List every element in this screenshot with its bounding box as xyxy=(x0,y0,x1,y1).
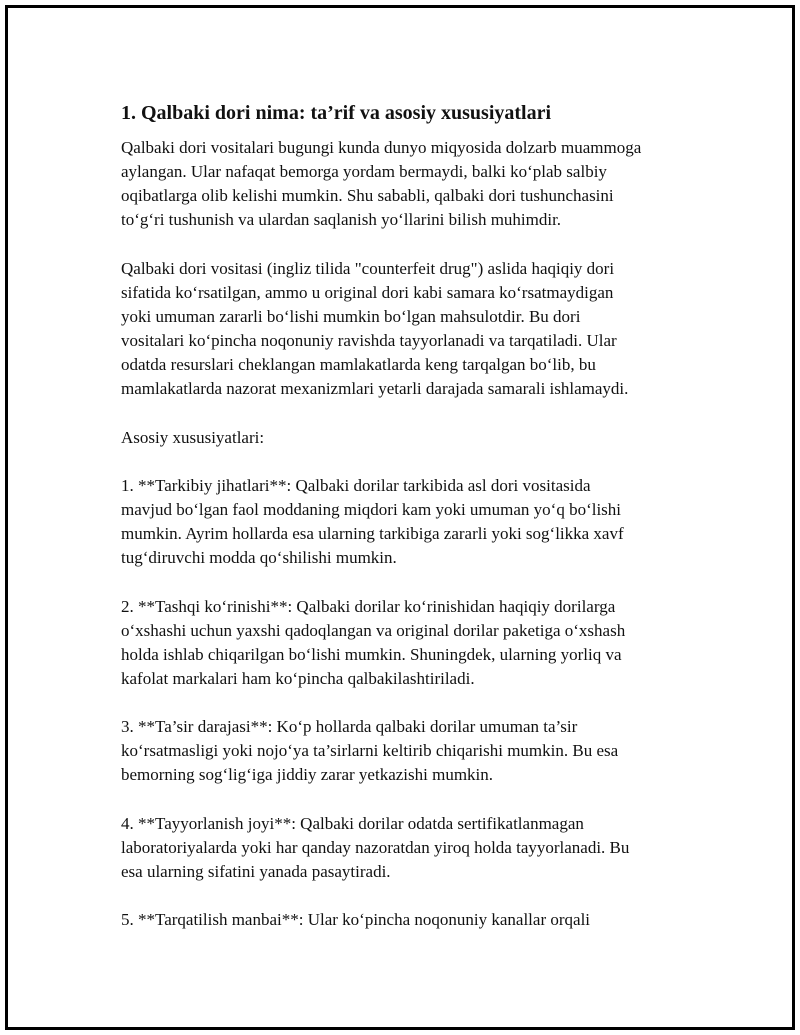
text-line: tug‘diruvchi modda qo‘shilishi mumkin. xyxy=(121,548,397,568)
text-line: mamlakatlarda nazorat mexanizmlari yetarli darajada samarali ishlamaydi. xyxy=(121,379,629,399)
feature-item-composition xyxy=(121,474,696,570)
text-line: 5. **Tarqatilish manbai**: Ular ko‘pincha noqonuniy kanallar orqali xyxy=(121,910,591,930)
intro-paragraph xyxy=(121,136,696,232)
feature-item-effect xyxy=(121,715,696,787)
text-line: vositalari ko‘pincha noqonuniy ravishda tayyorlanadi va tarqatiladi. Ular xyxy=(121,330,617,350)
text-line: holda ishlab chiqarilgan bo‘lishi mumkin. Shuningdek, ularning yorliq va xyxy=(121,644,622,664)
document-body xyxy=(121,100,696,957)
text-line: bemorning sog‘lig‘iga jiddiy zarar yetkazishi mumkin. xyxy=(121,765,494,785)
definition-paragraph xyxy=(121,257,696,402)
text-line: yoki umuman zararli bo‘lishi mumkin bo‘lgan mahsulotdir. Bu dori xyxy=(121,306,581,326)
feature-item-production-place xyxy=(121,812,696,884)
features-intro xyxy=(121,426,696,450)
text-line: sifatida ko‘rsatilgan, ammo u original dori kabi samara ko‘rsatmaydigan xyxy=(121,282,614,302)
section-heading: 1. Qalbaki dori nima: ta’rif va asosiy xususiyatlari xyxy=(121,102,552,124)
text-line: oqibatlarga olib kelishi mumkin. Shu sababli, qalbaki dori tushunchasini xyxy=(121,186,614,206)
text-line: 4. **Tayyorlanish joyi**: Qalbaki dorilar odatda sertifikatlanmagan xyxy=(121,813,584,833)
text-line: odatda resurslari cheklangan mamlakatlarda keng tarqalgan bo‘lib, bu xyxy=(121,355,596,375)
text-line: mumkin. Ayrim hollarda esa ularning tarkibiga zararli yoki sog‘likka xavf xyxy=(121,524,624,544)
text-line: laboratoriyalarda yoki har qanday nazoratdan yiroq holda tayyorlanadi. Bu xyxy=(121,837,630,857)
feature-item-distribution xyxy=(121,908,696,932)
text-line: ko‘rsatmasligi yoki nojo‘ya ta’sirlarni keltirib chiqarishi mumkin. Bu esa xyxy=(121,741,619,761)
text-line: Qalbaki dori vositalari bugungi kunda dunyo miqyosida dolzarb muammoga xyxy=(121,138,642,157)
text-line: 1. **Tarkibiy jihatlari**: Qalbaki dorilar tarkibida asl dori vositasida xyxy=(121,475,591,495)
text-line: o‘xshashi uchun yaxshi qadoqlangan va original dorilar paketiga o‘xshash xyxy=(121,620,626,640)
text-line: Asosiy xususiyatlari: xyxy=(121,427,265,447)
text-line: mavjud bo‘lgan faol moddaning miqdori kam yoki umuman yo‘q bo‘lishi xyxy=(121,500,622,520)
text-line: to‘g‘ri tushunish va ulardan saqlanish yo‘llarini bilish muhimdir. xyxy=(121,210,562,230)
text-line: Qalbaki dori vositasi (ingliz tilida "counterfeit drug") aslida haqiqiy dori xyxy=(121,258,615,278)
text-line: aylangan. Ular nafaqat bemorga yordam bermaydi, balki ko‘plab salbiy xyxy=(121,162,607,182)
text-line: esa ularning sifatini yanada pasaytiradi. xyxy=(121,862,391,882)
text-line: 3. **Ta’sir darajasi**: Ko‘p hollarda qalbaki dorilar umuman ta’sir xyxy=(121,717,578,737)
text-line: 2. **Tashqi ko‘rinishi**: Qalbaki dorilar ko‘rinishidan haqiqiy dorilarga xyxy=(121,596,616,616)
page-frame xyxy=(5,5,795,1030)
feature-item-appearance xyxy=(121,595,696,691)
text-line: kafolat markalari ham ko‘pincha qalbakilashtiriladi. xyxy=(121,668,475,688)
